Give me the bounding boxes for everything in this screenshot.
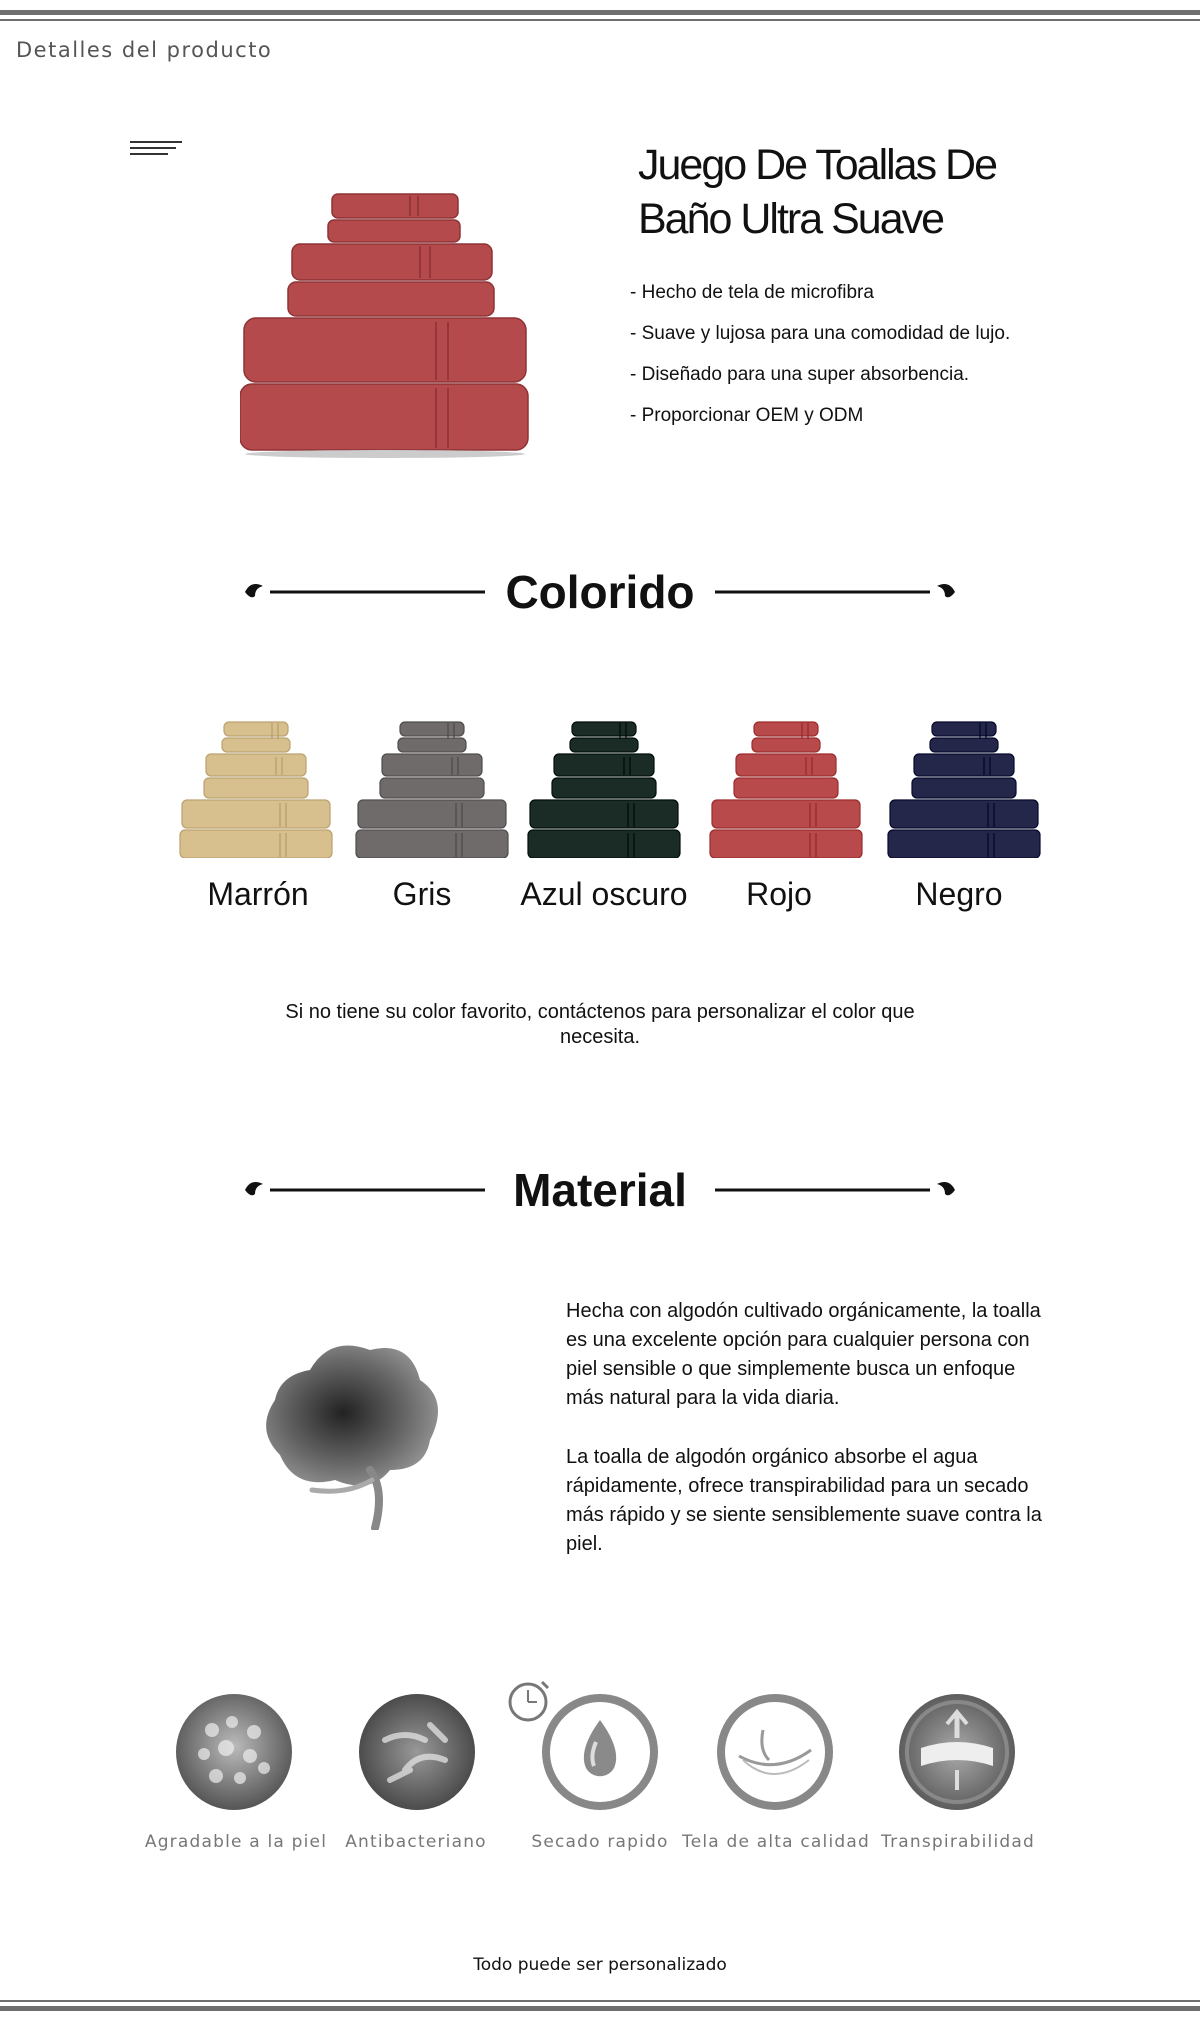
feature-list — [630, 282, 1030, 446]
swatch-label: Negro — [915, 876, 1003, 912]
swatch-image-gris — [352, 718, 512, 858]
footer-text: Todo puede ser personalizado — [473, 1955, 727, 1975]
material-paragraph: Hecha con algodón cultivado orgánicamente, la toalla es una excelente opción para cualquier persona con piel sensible o que simplemente busca un enfoque más natural para la vida diaria. — [566, 1300, 1041, 1409]
clock-icon — [506, 1678, 556, 1724]
feature-item: - Suave y lujosa para una comodidad de lujo. — [630, 323, 1011, 344]
swatch-image-azul-oscuro — [524, 718, 684, 858]
swatch-label: Gris — [392, 876, 452, 912]
product-title: Juego De Toallas De Baño Ultra Suave — [638, 141, 997, 243]
colors-section-title: Colorido — [505, 566, 695, 618]
feature-item: - Diseñado para una super absorbencia. — [630, 364, 970, 385]
cotton-flower-icon — [240, 1330, 460, 1530]
swatch-image-negro — [884, 718, 1044, 858]
feature-item: - Proporcionar OEM y ODM — [630, 405, 864, 426]
fiber-texture-icon — [172, 1690, 296, 1814]
breathable-fabric-icon — [895, 1690, 1019, 1814]
material-section-title: Material — [513, 1164, 687, 1216]
swatch-label: Azul oscuro — [520, 876, 688, 912]
feature-label: Agradable a la piel — [144, 1832, 328, 1852]
material-paragraph: La toalla de algodón orgánico absorbe el agua rápidamente, ofrece transpirabilidad para un secado más rápido y se siente sensiblemente suave contra la piel. — [566, 1446, 1042, 1555]
swatch-image-marron — [176, 718, 336, 858]
page-header-title: Detalles del producto — [16, 38, 273, 62]
feature-label: Transpirabilidad — [880, 1832, 1035, 1852]
material-section-header — [240, 1160, 960, 1220]
bottom-divider — [0, 2000, 1200, 2011]
product-image-towel-stack — [240, 192, 530, 460]
colors-section-header — [240, 562, 960, 622]
feature-label: Tela de alta calidad — [682, 1832, 870, 1852]
swatch-label: Rojo — [746, 876, 812, 912]
menu-lines-icon — [130, 140, 182, 160]
water-drop-clock-icon — [538, 1690, 662, 1814]
feature-label: Antibacteriano — [345, 1832, 487, 1852]
custom-color-note: Si no tiene su color favorito, contáctenos para personalizar el color que necesita. — [285, 1001, 915, 1048]
swatch-image-rojo — [706, 718, 866, 858]
swatch-label: Marrón — [207, 876, 309, 912]
bacteria-icon — [355, 1690, 479, 1814]
fabric-hand-icon — [713, 1690, 837, 1814]
feature-label: Secado rapido — [531, 1832, 669, 1852]
top-divider — [0, 10, 1200, 21]
feature-item: - Hecho de tela de microfibra — [630, 282, 874, 303]
